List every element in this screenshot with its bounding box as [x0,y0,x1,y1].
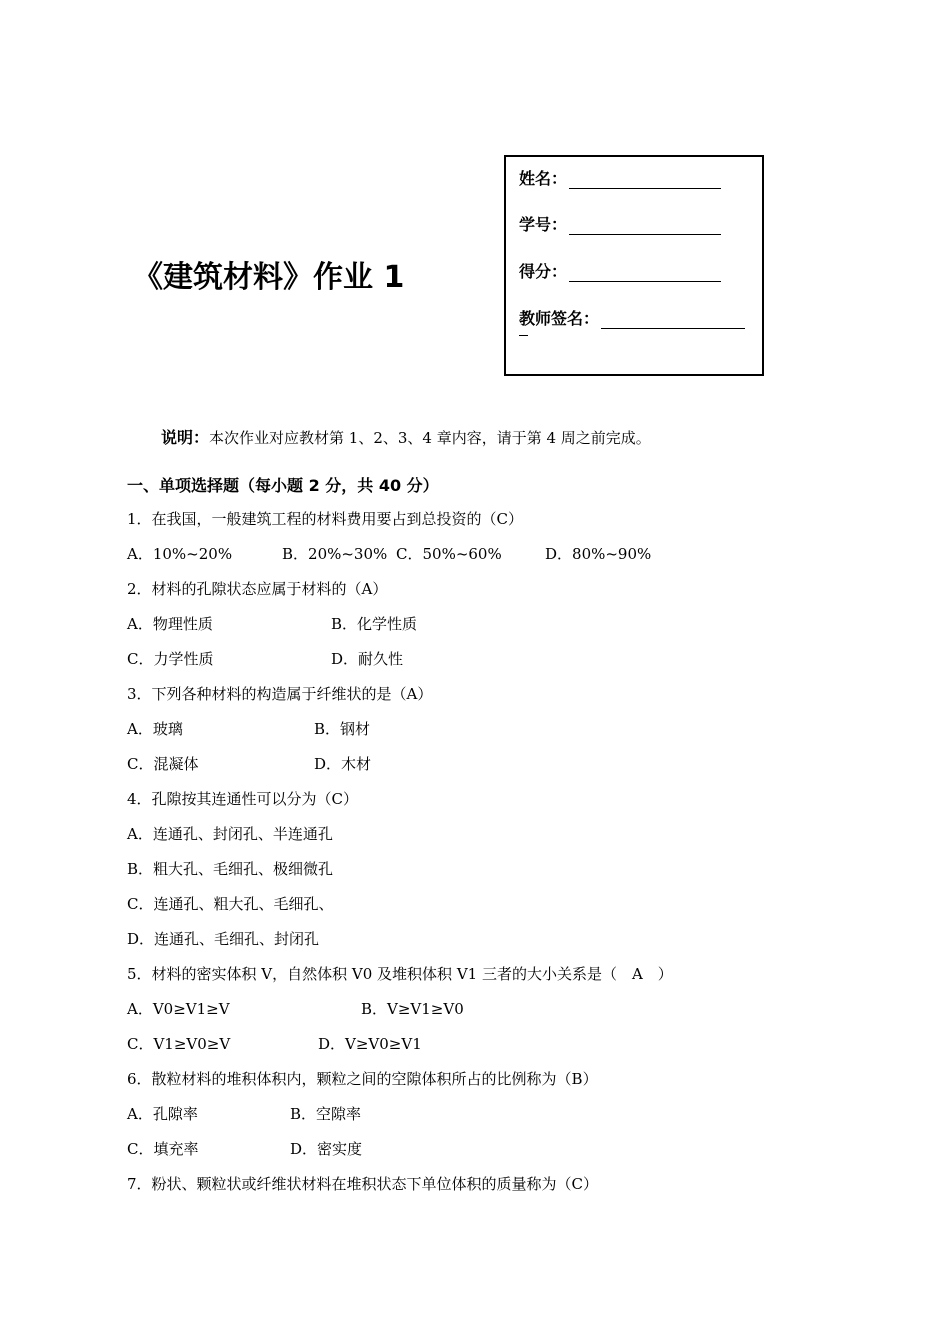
question-option: B．空隙率 [290,1105,362,1123]
question-stem: 1．在我国，一般建筑工程的材料费用要占到总投资的（C） [127,510,524,528]
note-label: 说明： [161,428,210,447]
question-stem: 2．材料的孔隙状态应属于材料的（A） [127,580,388,598]
question-stem: 7．粉状、颗粒状或纤维状材料在堆积状态下单位体积的质量称为（C） [127,1175,599,1193]
question-stem: 4．孔隙按其连通性可以分为（C） [127,790,359,808]
question-option: A．V0≥V1≥V [127,1000,230,1018]
question-stem: 3．下列各种材料的构造属于纤维状的是（A） [127,685,433,703]
question-option: C．力学性质 [127,650,214,668]
question-option: A．连通孔、封闭孔、半连通孔 [127,825,333,843]
student-id-label: 学号： [519,215,568,234]
score-blank [569,263,721,282]
question-option: B．钢材 [314,720,371,738]
question-stem: 6．散粒材料的堆积体积内，颗粒之间的空隙体积所占的比例称为（B） [127,1070,598,1088]
name-row [519,166,721,189]
question-option: C．50%~60% [396,545,502,563]
question-option: D．木材 [314,755,372,773]
signature-line-tail [519,335,528,336]
student-id-row [519,212,721,235]
note-text: 本次作业对应教材第 1、2、3、4 章内容，请于第 4 周之前完成。 [209,429,651,447]
question-option: B．20%~30% [282,545,388,563]
student-id-blank [569,216,721,235]
name-label: 姓名： [519,169,568,188]
question-option: A．物理性质 [127,615,213,633]
student-info-box [504,155,764,376]
score-row [519,259,721,282]
question-option: B．V≥V1≥V0 [361,1000,464,1018]
name-blank [569,170,721,189]
question-option: D．耐久性 [331,650,404,668]
question-option: D．连通孔、毛细孔、封闭孔 [127,930,320,948]
question-option: B．化学性质 [331,615,418,633]
teacher-signature-row [519,306,745,329]
question-option: D．80%~90% [545,545,652,563]
teacher-signature-blank [601,310,745,329]
question-option: A．10%~20% [127,545,233,563]
question-option: C．填充率 [127,1140,199,1158]
section-title: 一、单项选择题（每小题 2 分，共 40 分） [127,476,439,495]
question-option: A．玻璃 [127,720,183,738]
question-stem: 5．材料的密实体积 V，自然体积 V0 及堆积体积 V1 三者的大小关系是（ A ） [127,965,673,983]
question-option: B．粗大孔、毛细孔、极细微孔 [127,860,334,878]
question-option: C．V1≥V0≥V [127,1035,231,1053]
instructions-note [161,425,651,448]
question-option: C．混凝体 [127,755,199,773]
teacher-signature-label: 教师签名： [519,309,600,328]
question-option: A．孔隙率 [127,1105,198,1123]
document-title: 《建筑材料》作业 1 [133,260,405,295]
question-option: D．V≥V0≥V1 [318,1035,422,1053]
score-label: 得分： [519,262,568,281]
question-option: D．密实度 [290,1140,363,1158]
question-option: C．连通孔、粗大孔、毛细孔、 [127,895,334,913]
